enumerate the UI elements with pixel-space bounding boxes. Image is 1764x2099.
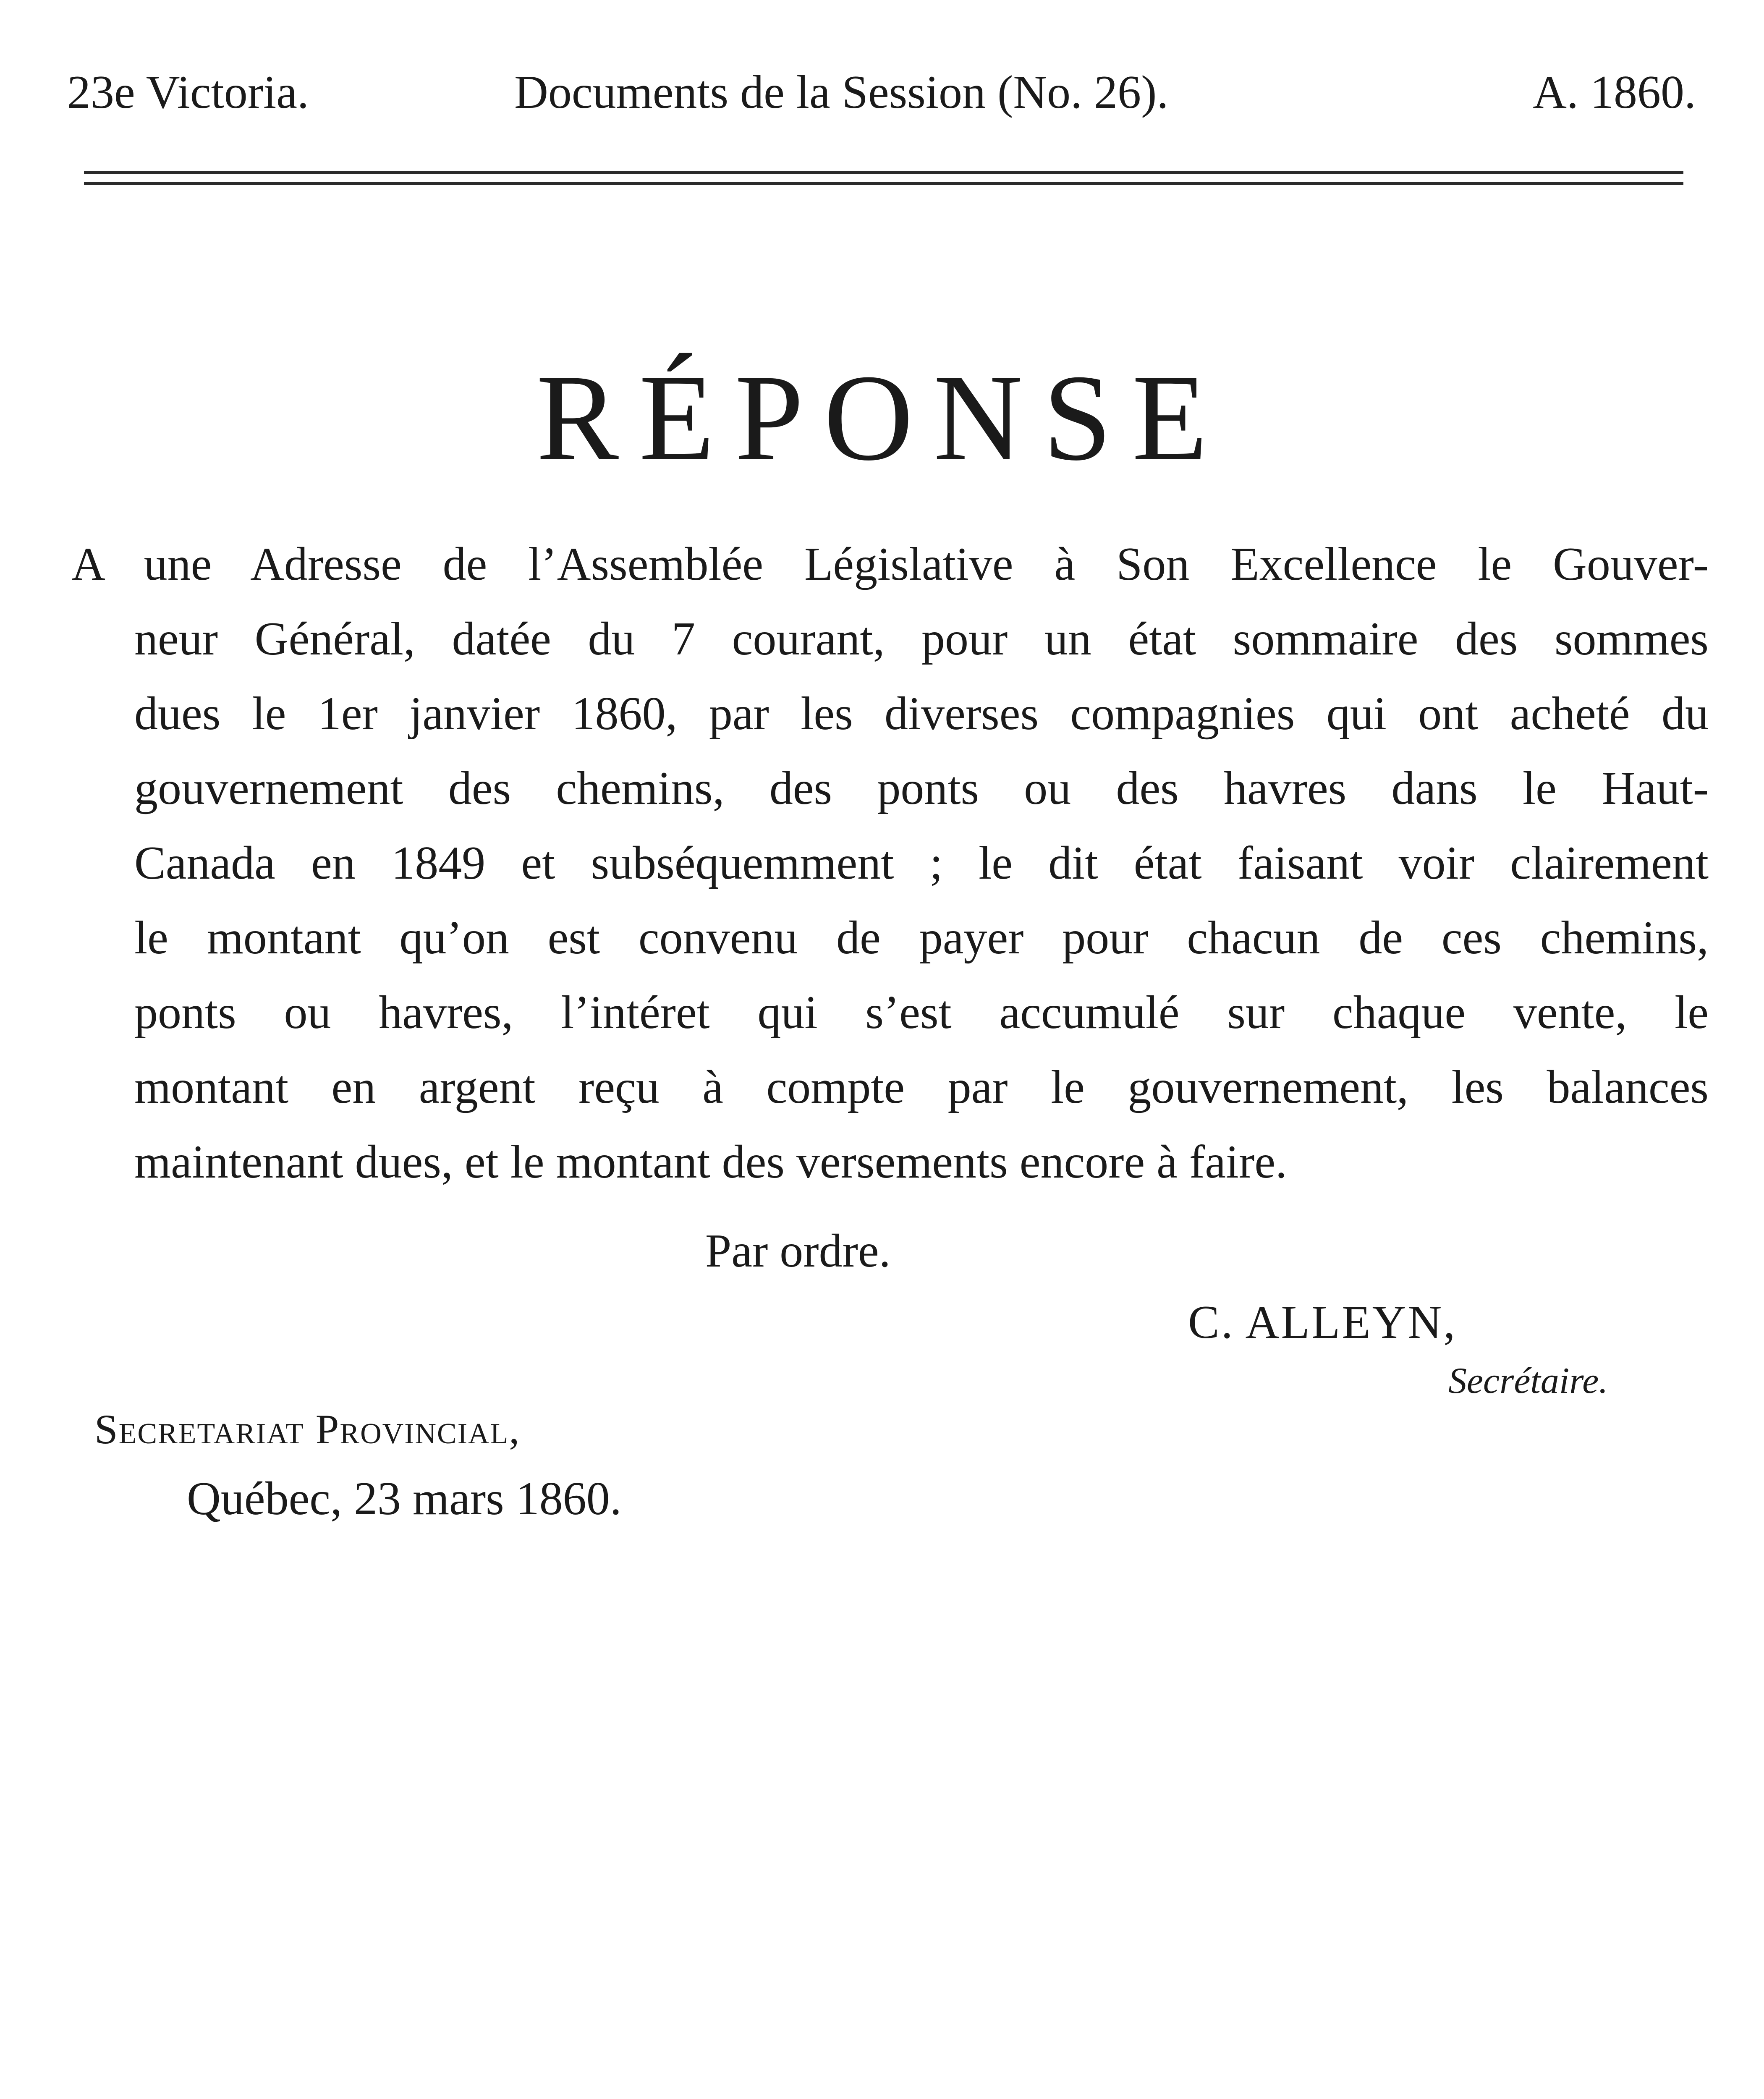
running-header [67,63,1696,122]
issue-date: Québec, 23 mars 1860. [187,1473,622,1525]
header-rule-bottom [84,182,1683,185]
body-paragraph [71,527,1709,1199]
header-rule-top [84,171,1683,174]
document-title: RÉPONSE [536,349,1228,486]
closing-by-order: Par ordre. [705,1225,891,1277]
body-line: ponts ou havres, l’intéret qui s’est accumulé sur chaque vente, le [134,987,1709,1039]
body-line: montant en argent reçu à compte par le gouvernement, les balances [134,1061,1709,1113]
header-regnal-year: 23e Victoria. [67,66,309,118]
body-line: gouvernement des chemins, des ponts ou des havres dans le Haut- [134,762,1709,814]
body-line: dues le 1er janvier 1860, par les diverses compagnies qui ont acheté du [134,688,1709,740]
signatory-name: C. ALLEYN, [1188,1296,1457,1348]
body-line: A une Adresse de l’Assemblée Législative à Son Excellence le Gouver- [71,538,1709,590]
body-line: maintenant dues, et le montant des versements encore à faire. [134,1136,1288,1188]
header-year: A. 1860. [1533,66,1696,118]
body-line: neur Général, datée du 7 courant, pour un état sommaire des sommes [134,613,1709,665]
body-line: le montant qu’on est convenu de payer pour chacun de ces chemins, [134,912,1709,964]
signatory-title: Secrétaire. [1448,1361,1608,1401]
header-session-documents: Documents de la Session (No. 26). [514,66,1169,118]
body-line: Canada en 1849 et subséquemment ; le dit état faisant voir clairement [134,837,1709,889]
issuing-office: Secretariat Provincial, [94,1406,521,1453]
